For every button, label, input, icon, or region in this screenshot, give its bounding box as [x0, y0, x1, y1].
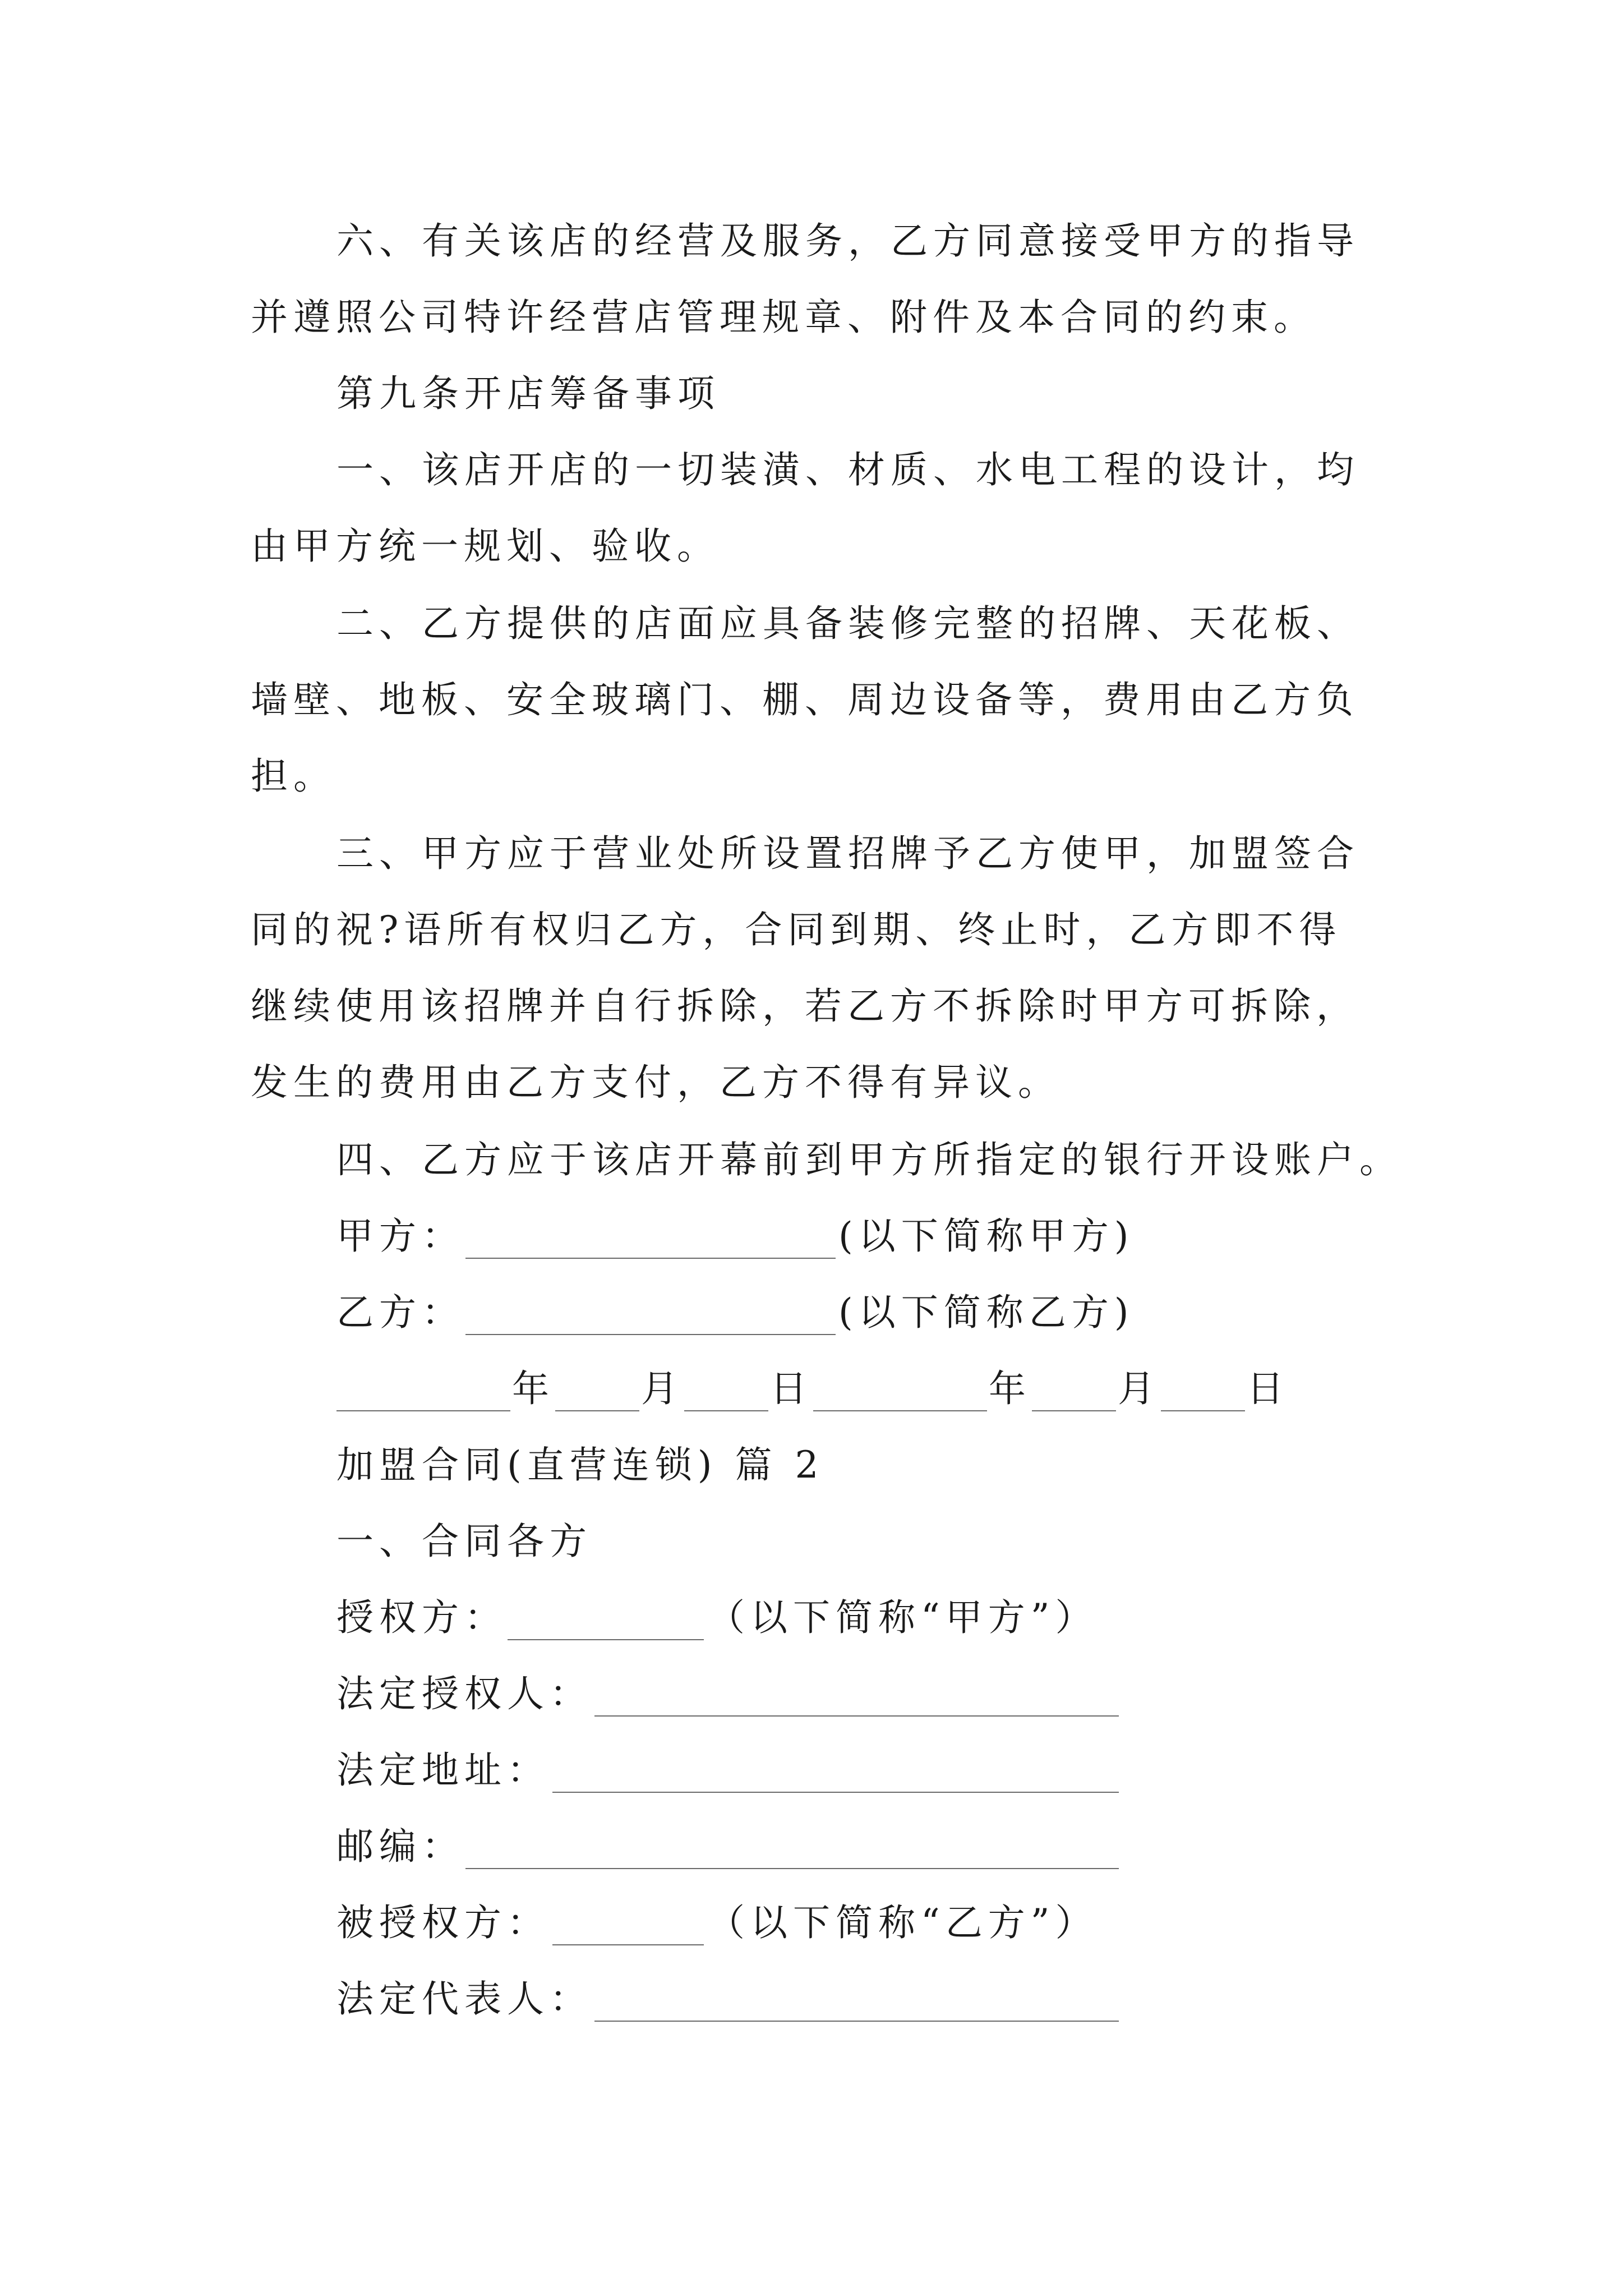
date-2-month-blank: [1032, 1410, 1116, 1411]
date-1-day-label: 日: [770, 1367, 813, 1410]
legal-address-label: 法定地址：: [336, 1749, 550, 1792]
article-9-item-2-line-2: 墙壁、地板、安全玻璃门、棚、周边设备等，费用由乙方负: [251, 678, 1359, 721]
section-2-title: 加盟合同(直营连锁) 篇 2: [336, 1443, 824, 1487]
article-9-item-2-line-1: 二、乙方提供的店面应具备装修完整的招牌、天花板、: [336, 602, 1359, 645]
party-b-blank: [465, 1334, 836, 1335]
article-9-item-1-line-1: 一、该店开店的一切装潢、材质、水电工程的设计，均: [336, 448, 1359, 491]
article-9-item-3-line-3: 继续使用该招牌并自行拆除，若乙方不拆除时甲方可拆除，: [251, 984, 1359, 1028]
legal-authorizer-label: 法定授权人：: [336, 1672, 592, 1715]
licensee-blank: [552, 1944, 704, 1945]
date-2-month-label: 月: [1118, 1367, 1160, 1410]
party-a-suffix: (以下简称甲方): [838, 1214, 1135, 1258]
date-1-year-label: 年: [512, 1367, 555, 1410]
article-9-item-3-line-4: 发生的费用由乙方支付，乙方不得有异议。: [251, 1061, 1061, 1104]
party-a-label: 甲方：: [336, 1214, 464, 1258]
article-9-heading: 第九条开店筹备事项: [336, 372, 720, 415]
parties-heading: 一、合同各方: [336, 1520, 592, 1563]
date-2-day-blank: [1161, 1410, 1245, 1411]
licensee-suffix: （以下简称“乙方”）: [708, 1901, 1098, 1944]
postcode-label: 邮编：: [336, 1825, 464, 1868]
licensor-label: 授权方：: [336, 1596, 507, 1639]
date-1-month-blank: [555, 1410, 639, 1411]
date-1-day-blank: [684, 1410, 768, 1411]
clause-6-line-2: 并遵照公司特许经营店管理规章、附件及本合同的约束。: [251, 296, 1316, 339]
date-2-year-label: 年: [989, 1367, 1031, 1410]
article-9-item-3-line-1: 三、甲方应于营业处所设置招牌予乙方使甲，加盟签合: [336, 832, 1359, 875]
licensor-suffix: （以下简称“甲方”）: [708, 1596, 1098, 1639]
legal-rep-label: 法定代表人：: [336, 1977, 592, 2021]
licensee-label: 被授权方：: [336, 1901, 550, 1944]
date-2-year-blank: [813, 1410, 987, 1411]
article-9-item-1-line-2: 由甲方统一规划、验收。: [251, 524, 720, 568]
article-9-item-4: 四、乙方应于该店开幕前到甲方所指定的银行开设账户。: [336, 1138, 1402, 1181]
party-a-blank: [465, 1258, 836, 1259]
party-b-label: 乙方：: [336, 1291, 464, 1334]
legal-address-blank: [552, 1792, 1119, 1793]
date-1-month-label: 月: [641, 1367, 684, 1410]
legal-rep-blank: [594, 2021, 1119, 2022]
postcode-blank: [465, 1868, 1119, 1869]
party-b-suffix: (以下简称乙方): [838, 1291, 1135, 1334]
clause-6-line-1: 六、有关该店的经营及服务，乙方同意接受甲方的指导: [336, 219, 1359, 263]
date-1-year-blank: [336, 1410, 510, 1411]
licensor-blank: [508, 1639, 704, 1640]
date-2-day-label: 日: [1247, 1367, 1289, 1410]
legal-authorizer-blank: [594, 1715, 1119, 1717]
article-9-item-2-line-3: 担。: [251, 754, 336, 798]
article-9-item-3-line-2: 同的祝?语所有权归乙方，合同到期、终止时，乙方即不得: [251, 908, 1342, 951]
